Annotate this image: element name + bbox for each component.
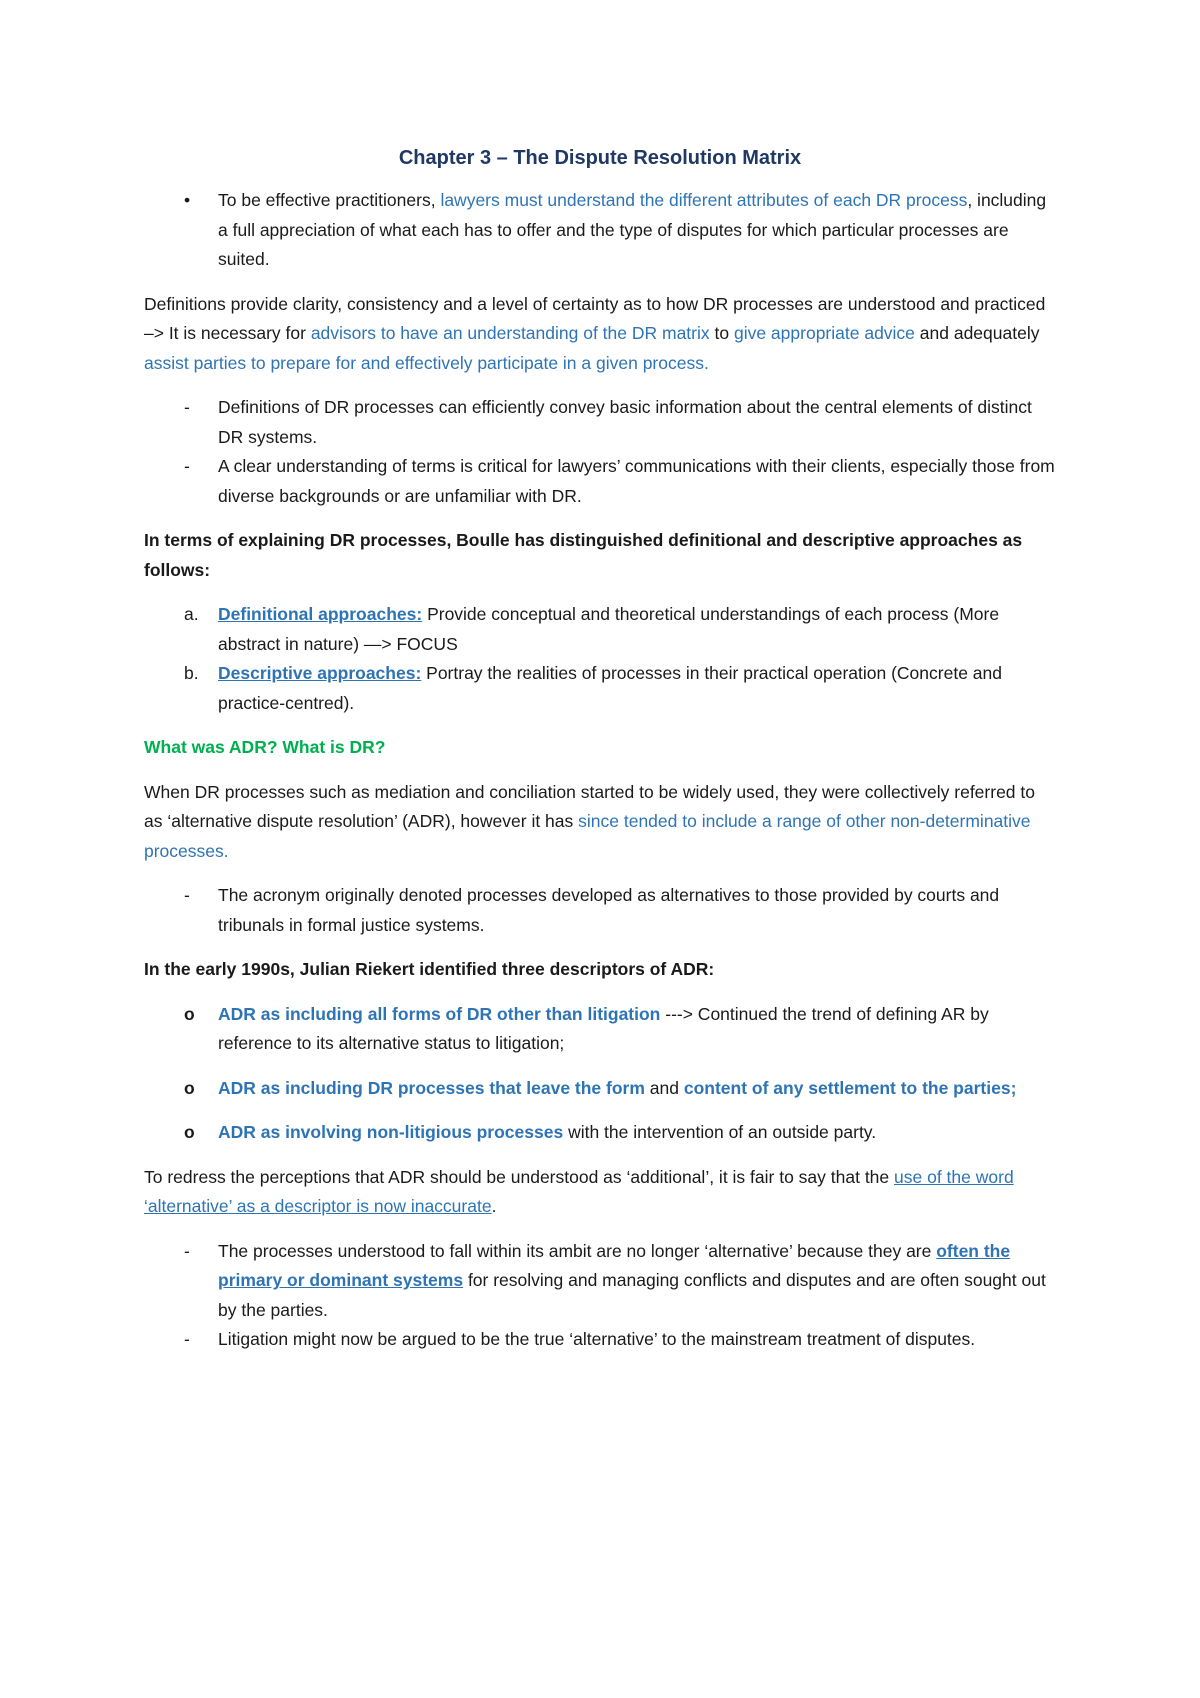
dash-item-text: Definitions of DR processes can efficiently convey basic information about the central elements of distinct DR systems. xyxy=(218,397,1032,447)
para-highlight: advisors to have an understanding of the DR matrix xyxy=(310,323,710,343)
dash-marker: - xyxy=(184,397,190,417)
dash-item-text: Litigation might now be argued to be the true ‘alternative’ to the mainstream treatment of disputes. xyxy=(218,1329,976,1349)
para-text: and adequately xyxy=(914,323,1040,343)
dash-item-highlight: often the primary or dominant systems xyxy=(218,1240,1011,1290)
descriptor-text: and xyxy=(644,1077,684,1098)
dash-item-text: The processes understood to fall within its ambit are no longer ‘alternative’ because they are xyxy=(218,1240,937,1261)
boulle-heading: In terms of explaining DR processes, Boulle has distinguished definitional and descriptive approaches as follows: xyxy=(144,530,1023,580)
dash-marker: - xyxy=(184,1240,190,1261)
circle-bullet: o xyxy=(184,1122,195,1142)
page-title: Chapter 3 – The Dispute Resolution Matrix xyxy=(398,147,802,169)
para-underlined-highlight: use of the word ‘alternative’ as a descriptor is now inaccurate xyxy=(144,1166,1014,1216)
definitions-paragraph xyxy=(144,290,1056,379)
adr-heading: What was ADR? What is DR? xyxy=(144,737,386,757)
dash-item-text: A clear understanding of terms is critical for lawyers’ communications with their clients, especially those from diverse backgrounds or are unfamiliar with DR. xyxy=(218,456,1055,506)
alternative-dash-list xyxy=(144,1237,1056,1355)
dash-item xyxy=(144,881,1056,940)
adr-paragraph xyxy=(144,778,1056,867)
document-body xyxy=(144,144,1056,1370)
redress-paragraph xyxy=(144,1163,1056,1222)
descriptor-highlight: ADR as including DR processes that leave the form xyxy=(218,1077,645,1098)
dash-item xyxy=(144,393,1056,452)
definitions-dash-list xyxy=(144,393,1056,511)
circle-bullet: o xyxy=(184,1003,195,1024)
dash-marker: - xyxy=(184,456,190,476)
riekert-heading: In the early 1990s, Julian Riekert identified three descriptors of ADR: xyxy=(144,959,715,979)
para-text: Definitions provide clarity, consistency and a level of certainty as to how DR processes are understood and practiced –> It is necessary for xyxy=(144,293,1046,343)
dash-item xyxy=(144,1237,1056,1326)
dash-item-text: The acronym originally denoted processes developed as alternatives to those provided by courts and tribunals in formal justice systems. xyxy=(218,885,1000,935)
approach-text: Provide conceptual and theoretical understandings of each process (More abstract in nature) —> FOCUS xyxy=(218,604,1000,654)
approach-label: Descriptive approaches: xyxy=(218,663,422,683)
approach-text: Portray the realities of processes in their practical operation (Concrete and practice-centred). xyxy=(218,663,1002,713)
approach-item xyxy=(144,659,1056,718)
dash-item xyxy=(144,1325,1056,1355)
para-text: To redress the perceptions that ADR should be understood as ‘additional’, it is fair to say that the xyxy=(144,1166,895,1187)
bullet-highlight: lawyers must understand the different attributes of each DR process xyxy=(440,190,968,210)
para-text: to xyxy=(709,323,734,343)
para-highlight: give appropriate advice xyxy=(733,323,915,343)
bullet-marker: • xyxy=(184,190,191,210)
dash-item-text: for resolving and managing conflicts and disputes and are often sought out by the parties. xyxy=(218,1270,1046,1320)
descriptor-item xyxy=(144,1000,1056,1059)
descriptors-list xyxy=(144,1000,1056,1148)
para-highlight: assist parties to prepare for and effectively participate in a given process. xyxy=(144,352,709,373)
approach-label: Definitional approaches: xyxy=(218,604,423,624)
bullet-text-start: To be effective practitioners, xyxy=(218,190,441,210)
descriptor-item xyxy=(144,1118,1056,1148)
para-highlight: since tended to include a range of other non-determinative processes. xyxy=(144,811,1031,861)
circle-bullet: o xyxy=(184,1077,195,1098)
para-text: . xyxy=(491,1196,497,1216)
bullet-item xyxy=(144,186,1056,275)
para-text: When DR processes such as mediation and conciliation started to be widely used, they were collectively referred to as ‘alternative dispute resolution’ (ADR), however it has xyxy=(144,781,1035,831)
dash-marker: - xyxy=(184,1329,190,1349)
descriptor-highlight: ADR as including all forms of DR other than litigation xyxy=(218,1003,661,1024)
bullet-text-end: , including a full appreciation of what each has to offer and the type of disputes for which particular processes are suited. xyxy=(218,190,1047,269)
descriptor-highlight: ADR as involving non-litigious processes xyxy=(218,1122,564,1142)
approaches-list xyxy=(144,600,1056,718)
descriptor-highlight: content of any settlement to the parties; xyxy=(683,1077,1017,1098)
dash-marker: - xyxy=(184,885,190,905)
descriptor-item xyxy=(144,1074,1056,1104)
approach-item xyxy=(144,600,1056,659)
dash-item xyxy=(144,452,1056,511)
descriptor-text: ---> Continued the trend of defining AR by reference to its alternative status to litigation; xyxy=(218,1003,989,1053)
acronym-dash-list xyxy=(144,881,1056,940)
list-letter: a. xyxy=(184,604,199,624)
descriptor-text: with the intervention of an outside party. xyxy=(563,1122,877,1142)
intro-bullet-list xyxy=(144,186,1056,275)
list-letter: b. xyxy=(184,663,199,683)
